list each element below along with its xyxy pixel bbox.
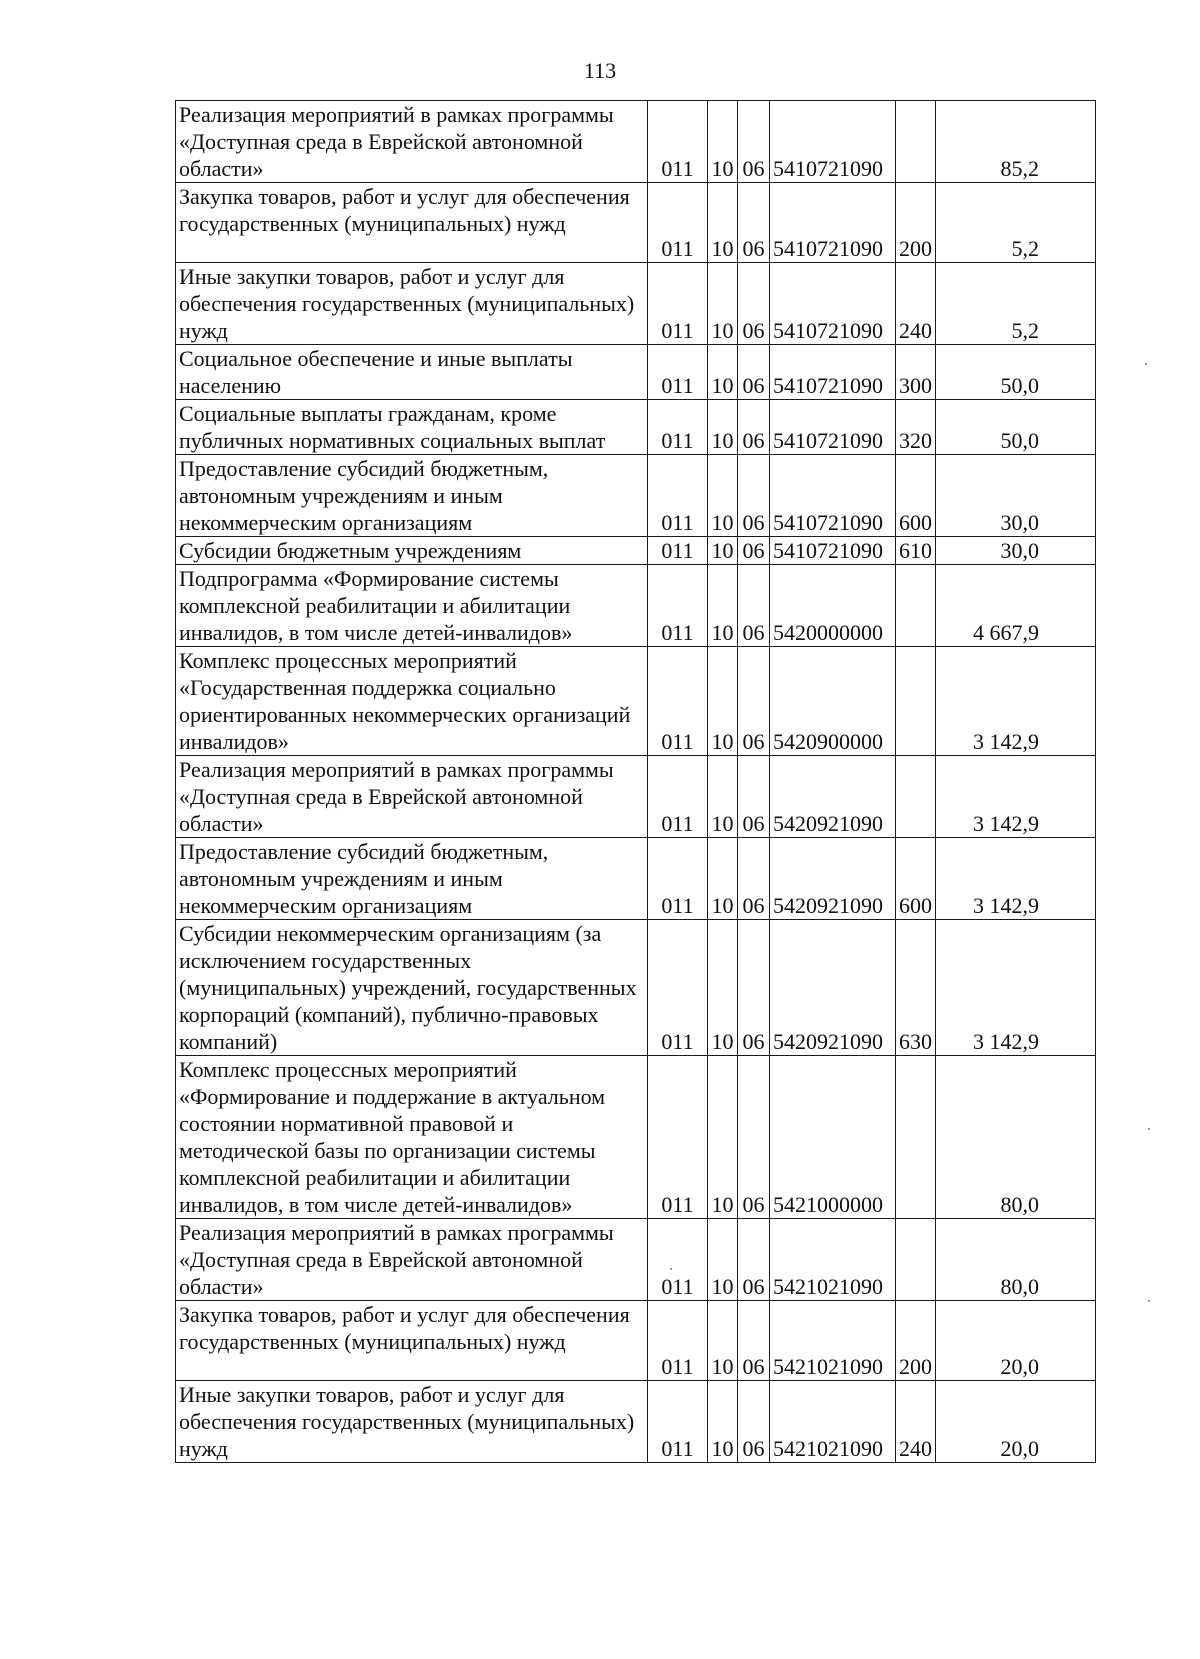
- row-name-cell: Закупка товаров, работ и услуг для обеспечения государственных (муниципальных) нужд: [176, 1301, 648, 1381]
- row-subsection-code-cell: 06: [738, 537, 770, 565]
- row-ved-code-cell: 011: [648, 455, 708, 537]
- row-section-code-cell: 10: [708, 183, 738, 263]
- row-expense-type-cell: 240: [896, 1381, 936, 1463]
- row-ved-code-cell: 011: [648, 1301, 708, 1381]
- row-expense-type-cell: [896, 756, 936, 838]
- row-ved-code-cell: 011: [648, 1219, 708, 1301]
- row-amount-cell: 50,0: [936, 400, 1096, 455]
- row-subsection-code-cell: 06: [738, 400, 770, 455]
- page-number: 113: [583, 58, 617, 83]
- row-ved-code-cell: 011: [648, 263, 708, 345]
- row-amount-cell: 80,0: [936, 1219, 1096, 1301]
- table-row: [176, 756, 1096, 838]
- table-row: [176, 345, 1096, 400]
- row-target-article-cell: 5421000000: [770, 1056, 896, 1219]
- row-section-code-cell: 10: [708, 565, 738, 647]
- row-ved-code-cell: 011: [648, 647, 708, 756]
- row-subsection-code-cell: 06: [738, 647, 770, 756]
- row-name-cell: Иные закупки товаров, работ и услуг для обеспечения государственных (муниципальных) нужд: [176, 1381, 648, 1463]
- row-name-cell: Предоставление субсидий бюджетным, автономным учреждениям и иным некоммерческим организациям: [176, 455, 648, 537]
- row-section-code-cell: 10: [708, 1219, 738, 1301]
- row-amount-cell: 85,2: [936, 101, 1096, 183]
- row-section-code-cell: 10: [708, 101, 738, 183]
- row-expense-type-cell: 320: [896, 400, 936, 455]
- table-row: [176, 183, 1096, 263]
- row-name-cell: Субсидии бюджетным учреждениям: [176, 537, 648, 565]
- row-target-article-cell: 5421021090: [770, 1301, 896, 1381]
- row-subsection-code-cell: 06: [738, 1381, 770, 1463]
- row-target-article-cell: 5421021090: [770, 1381, 896, 1463]
- scan-speck: [1145, 363, 1147, 365]
- row-amount-cell: 3 142,9: [936, 756, 1096, 838]
- row-subsection-code-cell: 06: [738, 455, 770, 537]
- row-amount-cell: 20,0: [936, 1301, 1096, 1381]
- table-row: [176, 263, 1096, 345]
- row-expense-type-cell: 600: [896, 838, 936, 920]
- row-name-cell: Социальные выплаты гражданам, кроме публичных нормативных социальных выплат: [176, 400, 648, 455]
- row-subsection-code-cell: 06: [738, 101, 770, 183]
- row-amount-cell: 50,0: [936, 345, 1096, 400]
- row-subsection-code-cell: 06: [738, 345, 770, 400]
- row-target-article-cell: 5410721090: [770, 537, 896, 565]
- row-target-article-cell: 5420921090: [770, 756, 896, 838]
- row-subsection-code-cell: 06: [738, 183, 770, 263]
- row-name-cell: Реализация мероприятий в рамках программы «Доступная среда в Еврейской автономной области»: [176, 756, 648, 838]
- row-subsection-code-cell: 06: [738, 565, 770, 647]
- row-amount-cell: 3 142,9: [936, 838, 1096, 920]
- row-target-article-cell: 5410721090: [770, 455, 896, 537]
- row-name-cell: Реализация мероприятий в рамках программы «Доступная среда в Еврейской автономной области»: [176, 1219, 648, 1301]
- row-ved-code-cell: 011: [648, 101, 708, 183]
- row-amount-cell: 3 142,9: [936, 647, 1096, 756]
- row-amount-cell: 30,0: [936, 455, 1096, 537]
- row-ved-code-cell: 011: [648, 183, 708, 263]
- table-row: [176, 1219, 1096, 1301]
- row-subsection-code-cell: 06: [738, 838, 770, 920]
- row-target-article-cell: 5420921090: [770, 920, 896, 1056]
- row-target-article-cell: 5410721090: [770, 101, 896, 183]
- row-expense-type-cell: 600: [896, 455, 936, 537]
- table-row: [176, 1056, 1096, 1219]
- table-row: [176, 1381, 1096, 1463]
- table-row: [176, 400, 1096, 455]
- row-expense-type-cell: 200: [896, 1301, 936, 1381]
- row-amount-cell: 80,0: [936, 1056, 1096, 1219]
- scan-speck: [1148, 1128, 1150, 1130]
- row-subsection-code-cell: 06: [738, 920, 770, 1056]
- table-row: [176, 1301, 1096, 1381]
- row-section-code-cell: 10: [708, 1301, 738, 1381]
- row-amount-cell: 5,2: [936, 183, 1096, 263]
- row-subsection-code-cell: 06: [738, 1056, 770, 1219]
- row-target-article-cell: 5420000000: [770, 565, 896, 647]
- row-target-article-cell: 5410721090: [770, 263, 896, 345]
- row-ved-code-cell: 011: [648, 1056, 708, 1219]
- row-target-article-cell: 5420921090: [770, 838, 896, 920]
- table-row: [176, 101, 1096, 183]
- table-row: [176, 455, 1096, 537]
- row-name-cell: Иные закупки товаров, работ и услуг для обеспечения государственных (муниципальных) нужд: [176, 263, 648, 345]
- row-name-cell: Предоставление субсидий бюджетным, автономным учреждениям и иным некоммерческим организациям: [176, 838, 648, 920]
- row-ved-code-cell: 011: [648, 565, 708, 647]
- row-section-code-cell: 10: [708, 263, 738, 345]
- row-ved-code-cell: 011: [648, 345, 708, 400]
- row-name-cell: Субсидии некоммерческим организациям (за исключением государственных (муниципальных) учреждений, государственных корпораций (компаний), публично-правовых компаний): [176, 920, 648, 1056]
- row-target-article-cell: 5410721090: [770, 183, 896, 263]
- row-amount-cell: 5,2: [936, 263, 1096, 345]
- row-name-cell: Реализация мероприятий в рамках программы «Доступная среда в Еврейской автономной области»: [176, 101, 648, 183]
- table-row: [176, 647, 1096, 756]
- row-expense-type-cell: [896, 101, 936, 183]
- row-subsection-code-cell: 06: [738, 1219, 770, 1301]
- table-row: [176, 838, 1096, 920]
- row-section-code-cell: 10: [708, 756, 738, 838]
- row-expense-type-cell: 610: [896, 537, 936, 565]
- row-expense-type-cell: [896, 1219, 936, 1301]
- row-section-code-cell: 10: [708, 920, 738, 1056]
- row-ved-code-cell: 011: [648, 756, 708, 838]
- table-row: [176, 565, 1096, 647]
- scan-speck: [1148, 1300, 1150, 1302]
- row-expense-type-cell: [896, 1056, 936, 1219]
- row-target-article-cell: 5421021090: [770, 1219, 896, 1301]
- row-amount-cell: 30,0: [936, 537, 1096, 565]
- row-target-article-cell: 5420900000: [770, 647, 896, 756]
- row-name-cell: Социальное обеспечение и иные выплаты населению: [176, 345, 648, 400]
- row-name-cell: Комплекс процессных мероприятий «Формирование и поддержание в актуальном состоянии нормативной правовой и методической базы по организации системы комплексной реабилитации и абилитации инвалидов, в том числе детей-инвалидов»: [176, 1056, 648, 1219]
- row-expense-type-cell: [896, 647, 936, 756]
- row-section-code-cell: 10: [708, 1056, 738, 1219]
- row-expense-type-cell: [896, 565, 936, 647]
- row-ved-code-cell: 011: [648, 400, 708, 455]
- table-row: [176, 537, 1096, 565]
- row-subsection-code-cell: 06: [738, 756, 770, 838]
- row-expense-type-cell: 240: [896, 263, 936, 345]
- row-section-code-cell: 10: [708, 838, 738, 920]
- row-section-code-cell: 10: [708, 1381, 738, 1463]
- row-ved-code-cell: 011: [648, 920, 708, 1056]
- row-section-code-cell: 10: [708, 537, 738, 565]
- table-body: [176, 101, 1096, 1463]
- row-section-code-cell: 10: [708, 345, 738, 400]
- row-section-code-cell: 10: [708, 647, 738, 756]
- row-expense-type-cell: 300: [896, 345, 936, 400]
- row-target-article-cell: 5410721090: [770, 345, 896, 400]
- row-subsection-code-cell: 06: [738, 1301, 770, 1381]
- row-amount-cell: 20,0: [936, 1381, 1096, 1463]
- row-section-code-cell: 10: [708, 400, 738, 455]
- row-name-cell: Подпрограмма «Формирование системы комплексной реабилитации и абилитации инвалидов, в том числе детей-инвалидов»: [176, 565, 648, 647]
- row-amount-cell: 4 667,9: [936, 565, 1096, 647]
- row-amount-cell: 3 142,9: [936, 920, 1096, 1056]
- row-expense-type-cell: 630: [896, 920, 936, 1056]
- table-row: [176, 920, 1096, 1056]
- row-name-cell: Закупка товаров, работ и услуг для обеспечения государственных (муниципальных) нужд: [176, 183, 648, 263]
- row-subsection-code-cell: 06: [738, 263, 770, 345]
- row-ved-code-cell: 011: [648, 838, 708, 920]
- row-target-article-cell: 5410721090: [770, 400, 896, 455]
- row-section-code-cell: 10: [708, 455, 738, 537]
- row-ved-code-cell: 011: [648, 1381, 708, 1463]
- row-ved-code-cell: 011: [648, 537, 708, 565]
- budget-table: [175, 100, 1096, 1463]
- row-name-cell: Комплекс процессных мероприятий «Государственная поддержка социально ориентированных некоммерческих организаций инвалидов»: [176, 647, 648, 756]
- scan-speck: [670, 1268, 672, 1270]
- row-expense-type-cell: 200: [896, 183, 936, 263]
